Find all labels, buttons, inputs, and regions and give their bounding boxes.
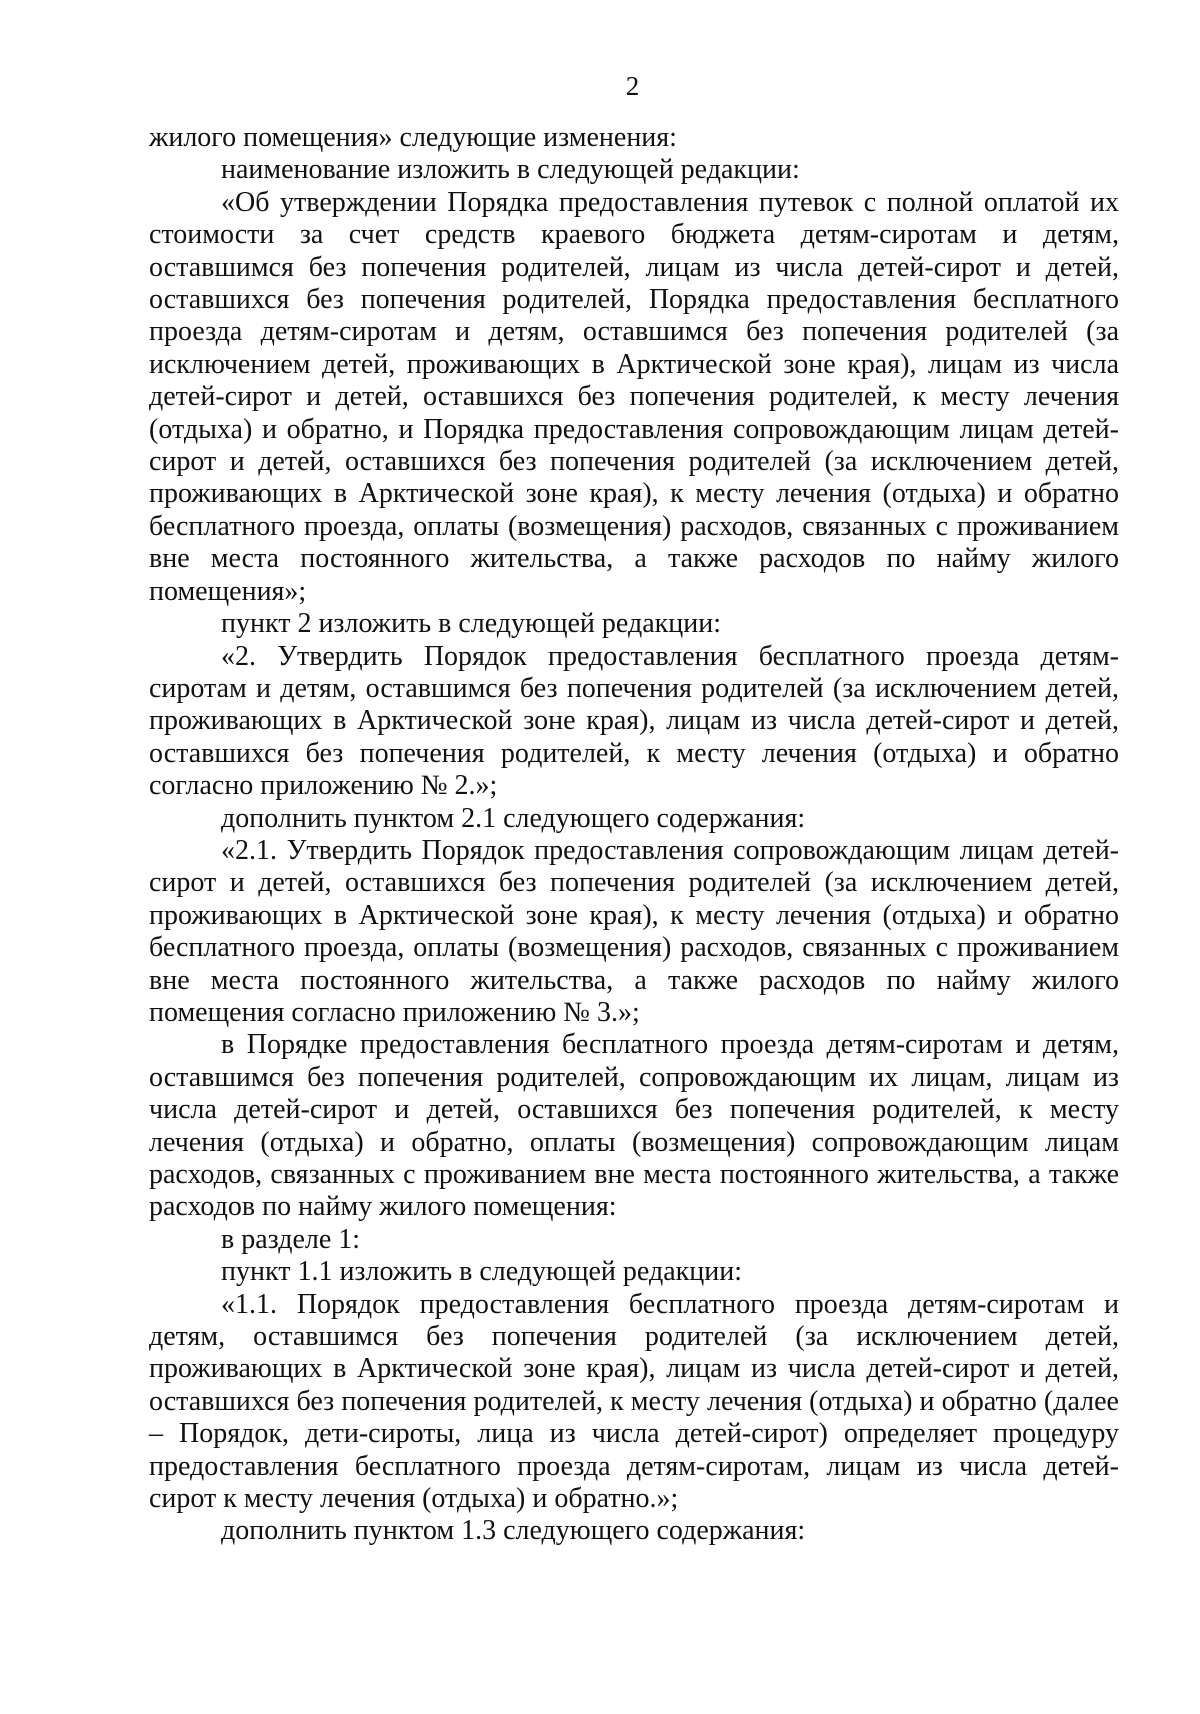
paragraph-new-title: «Об утверждении Порядка предоставления путевок с полной оплатой их стоимости за счет средств краевого бюджета детям-сиротам и детям, оставшимся без попечения родителей, лицам из числа детей-сирот и детей, оставшихся без попечения родителей, Порядка предоставления бесплатного проезда детям-сиротам и детям, оставшимся без попечения родителей (за исключением детей, проживающих в Арктической зоне края), лицам из числа детей-сирот и детей, оставшихся без попечения родителей, к месту лечения (отдыха) и обратно, и Порядка предоставления сопровождающим лицам детей-сирот и детей, оставшихся без попечения родителей (за исключением детей, проживающих в Арктической зоне края), к месту лечения (отдыха) и обратно бесплатного проезда, оплаты (возмещения) расходов, связанных с проживанием вне места постоянного жительства, а также расходов по найму жилого помещения»;	[149, 186, 1119, 607]
paragraph-continuation: жилого помещения» следующие изменения:	[149, 122, 677, 153]
paragraph-section-1: в разделе 1:	[221, 1223, 361, 1255]
paragraph-item-2-1-text: «2.1. Утвердить Порядок предоставления сопровождающим лицам детей-сирот и детей, оставшихся без попечения родителей (за исключением детей, проживающих в Арктической зоне края), к месту лечения (отдыха) и обратно бесплатного проезда, оплаты (возмещения) расходов, связанных с проживанием вне места постоянного жительства, а также расходов по найму жилого помещения согласно приложению № 3.»;	[149, 834, 1119, 1028]
paragraph-procedure-reference: в Порядке предоставления бесплатного проезда детям-сиротам и детям, оставшимся без попечения родителей, сопровождающим их лицам, лицам из числа детей-сирот и детей, оставшихся без попечения родителей, к месту лечения (отдыха) и обратно, оплаты (возмещения) сопровождающим лицам расходов, связанных с проживанием вне места постоянного жительства, а также расходов по найму жилого помещения:	[149, 1029, 1119, 1223]
paragraph-title-instruction: наименование изложить в следующей редакции:	[221, 154, 800, 186]
paragraph-item-1-1-text: «1.1. Порядок предоставления бесплатного проезда детям-сиротам и детям, оставшимся без попечения родителей (за исключением детей, проживающих в Арктической зоне края), лицам из числа детей-сирот и детей, оставшихся без попечения родителей, к месту лечения (отдыха) и обратно (далее – Порядок, дети-сироты, лица из числа детей-сирот) определяет процедуру предоставления бесплатного проезда детям-сиротам, лицам из числа детей-сирот к месту лечения (отдыха) и обратно.»;	[149, 1288, 1119, 1515]
document-body	[149, 122, 1119, 1548]
page-number: 2	[625, 71, 640, 101]
paragraph-item-1-1-instruction: пункт 1.1 изложить в следующей редакции:	[221, 1256, 742, 1288]
paragraph-item-1-3-instruction: дополнить пунктом 1.3 следующего содержания:	[221, 1515, 806, 1547]
paragraph-item-2-1-instruction: дополнить пунктом 2.1 следующего содержания:	[221, 802, 806, 834]
paragraph-item-2-instruction: пункт 2 изложить в следующей редакции:	[221, 608, 721, 640]
paragraph-item-2-text: «2. Утвердить Порядок предоставления бесплатного проезда детям-сиротам и детям, оставшимся без попечения родителей (за исключением детей, проживающих в Арктической зоне края), лицам из числа детей-сирот и детей, оставшихся без попечения родителей, к месту лечения (отдыха) и обратно согласно приложению № 2.»;	[149, 640, 1119, 802]
